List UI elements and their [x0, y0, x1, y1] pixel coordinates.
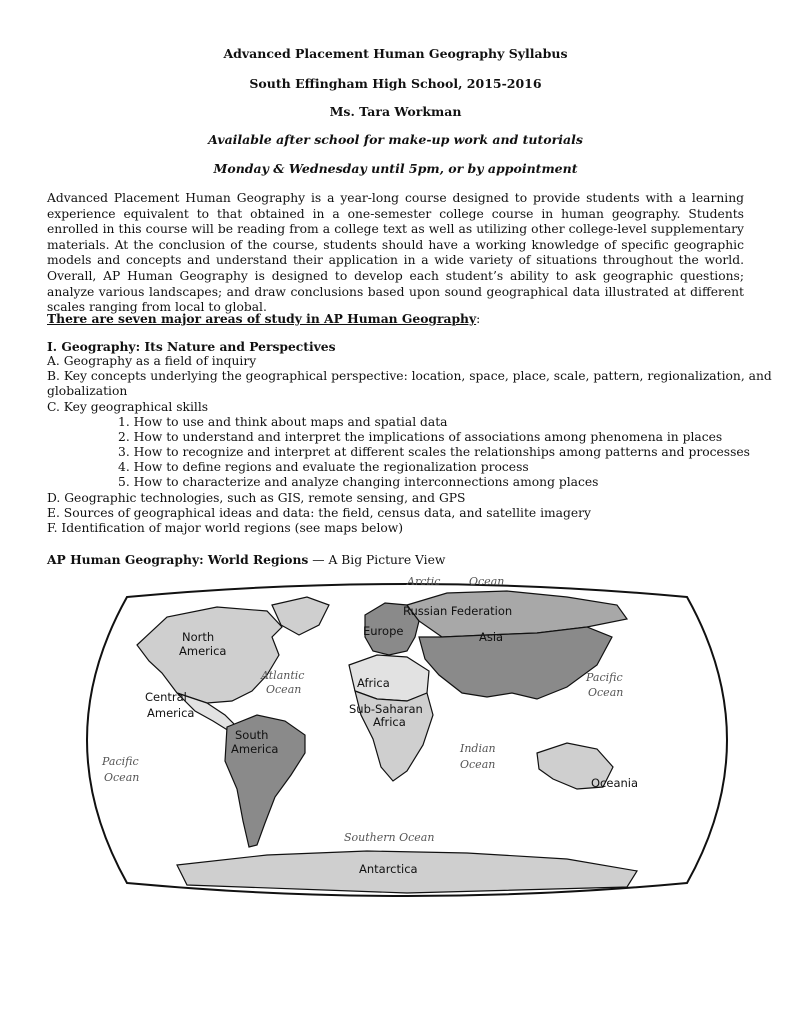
document-title: Advanced Placement Human Geography Syllabus [223, 46, 568, 61]
label-south-america-2: America [231, 742, 279, 756]
label-antarctica: Antarctica [359, 862, 418, 876]
world-regions-map [67, 575, 747, 905]
label-north-america-2: America [179, 644, 227, 658]
label-asia: Asia [479, 630, 504, 644]
label-central-america-2: America [147, 706, 195, 720]
label-central-america-1: Central [145, 690, 187, 704]
label-pacific-east-2: Ocean [588, 686, 624, 699]
label-south-america-1: South [235, 728, 269, 742]
school-name: South Effingham High School, 2015-2016 [249, 76, 542, 91]
availability-note: Available after school for make-up work and tutorials [208, 132, 583, 147]
map-title: AP Human Geography: World Regions [47, 552, 309, 567]
label-arctic-ocean-2: Ocean [469, 575, 505, 588]
label-indian-ocean-1: Indian [460, 742, 496, 755]
skill-item-2: 2. How to understand and interpret the implications of associations among phenomena in places [118, 430, 723, 444]
map-title-line [47, 552, 445, 568]
areas-heading-line [47, 311, 480, 327]
office-hours: Monday & Wednesday until 5pm, or by appointment [213, 161, 578, 176]
label-atlantic-ocean-1: Atlantic [261, 669, 305, 682]
label-pacific-west-2: Ocean [104, 771, 140, 784]
label-africa: Africa [357, 676, 390, 690]
label-north-america-1: North [182, 630, 215, 644]
label-pacific-east-1: Pacific [586, 671, 623, 684]
areas-heading-colon: : [476, 312, 481, 326]
skill-item-1: 1. How to use and think about maps and spatial data [118, 415, 448, 429]
areas-heading: There are seven major areas of study in AP Human Geography [47, 311, 477, 326]
list-item-f: F. Identification of major world regions (see maps below) [47, 521, 404, 535]
label-sub-saharan-2: Africa [373, 715, 406, 729]
list-item-e: E. Sources of geographical ideas and data: the field, census data, and satellite imagery [47, 506, 591, 520]
list-item-b-continued: globalization [47, 384, 128, 398]
list-item-c: C. Key geographical skills [47, 400, 209, 414]
label-arctic-ocean-1: Arctic [407, 575, 441, 588]
label-southern-ocean: Southern Ocean [344, 831, 435, 844]
label-atlantic-ocean-2: Ocean [266, 683, 302, 696]
skill-item-4: 4. How to define regions and evaluate the regionalization process [118, 460, 529, 474]
skill-item-3: 3. How to recognize and interpret at different scales the relationships among patterns and processes [118, 445, 750, 459]
label-pacific-west-1: Pacific [102, 755, 139, 768]
label-russia: Russian Federation [403, 604, 513, 618]
teacher-name: Ms. Tara Workman [329, 104, 462, 119]
label-sub-saharan-1: Sub-Saharan [349, 702, 423, 716]
section-title: I. Geography: Its Nature and Perspectives [47, 339, 336, 354]
label-europe: Europe [363, 624, 404, 638]
intro-paragraph: Advanced Placement Human Geography is a year-long course designed to provide students with a learning experience equivalent to that obtained in a one-semester college course in human geography. Students enrolled in this course will be reading from a college text as well as utilizing other college-level supplementary materials. At the conclusion of the course, students should have a working knowledge of specific geographic models and concepts and understand their application in a wide variety of situations throughout the world. Overall, AP Human Geography is designed to develop each student’s ability to ask geographic questions; analyze various landscapes; and draw conclusions based upon sound geographical data illustrated at different scales ranging from local to global. [47, 191, 744, 315]
skill-item-5: 5. How to characterize and analyze changing interconnections among places [118, 475, 599, 489]
list-item-d: D. Geographic technologies, such as GIS, remote sensing, and GPS [47, 491, 466, 505]
map-subtitle: — A Big Picture View [308, 553, 446, 567]
list-item-a: A. Geography as a field of inquiry [47, 354, 257, 368]
label-oceania: Oceania [591, 776, 639, 790]
label-indian-ocean-2: Ocean [460, 758, 496, 771]
list-item-b: B. Key concepts underlying the geographical perspective: location, space, place, scale, pattern, regionalization, and [47, 369, 772, 383]
